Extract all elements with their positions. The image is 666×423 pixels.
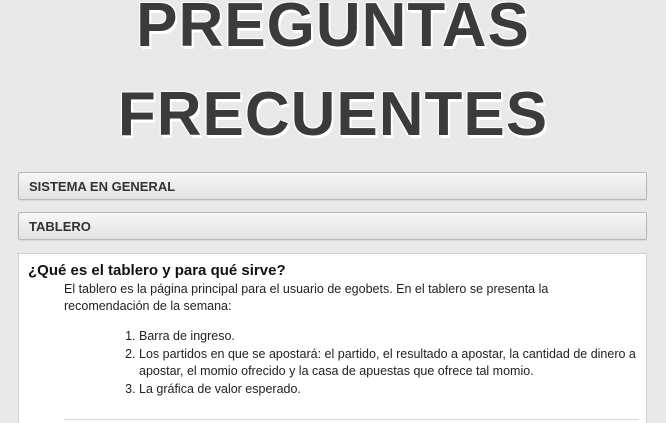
- faq-question: ¿Qué es el tablero y para qué sirve?: [28, 262, 286, 279]
- page-title-line2: FRECUENTES: [117, 80, 549, 149]
- faq-answer-list: [119, 328, 664, 399]
- faq-answer: El tablero es la página principal para el usuario de egobets. En el tablero se presenta la recomendación de la semana:: [64, 282, 549, 313]
- accordion-header-sistema-general[interactable]: [18, 172, 647, 200]
- accordion-header-tablero[interactable]: [18, 212, 647, 240]
- accordion-panel-tablero: [18, 253, 647, 423]
- list-item: 1. Barra de ingreso.: [139, 328, 664, 345]
- accordion-header-label: TABLERO: [29, 219, 91, 234]
- page-title-line1: PREGUNTAS: [136, 0, 530, 60]
- divider: [64, 419, 639, 420]
- list-item: 3. La gráfica de valor esperado.: [139, 381, 664, 398]
- accordion-header-label: SISTEMA EN GENERAL: [29, 179, 176, 194]
- list-item: 2. Los partidos en que se apostará: el partido, el resultado a apostar, la cantidad de dinero a apostar, el momio ofrecido y la casa de apuestas que ofrece tal momio.: [139, 346, 664, 380]
